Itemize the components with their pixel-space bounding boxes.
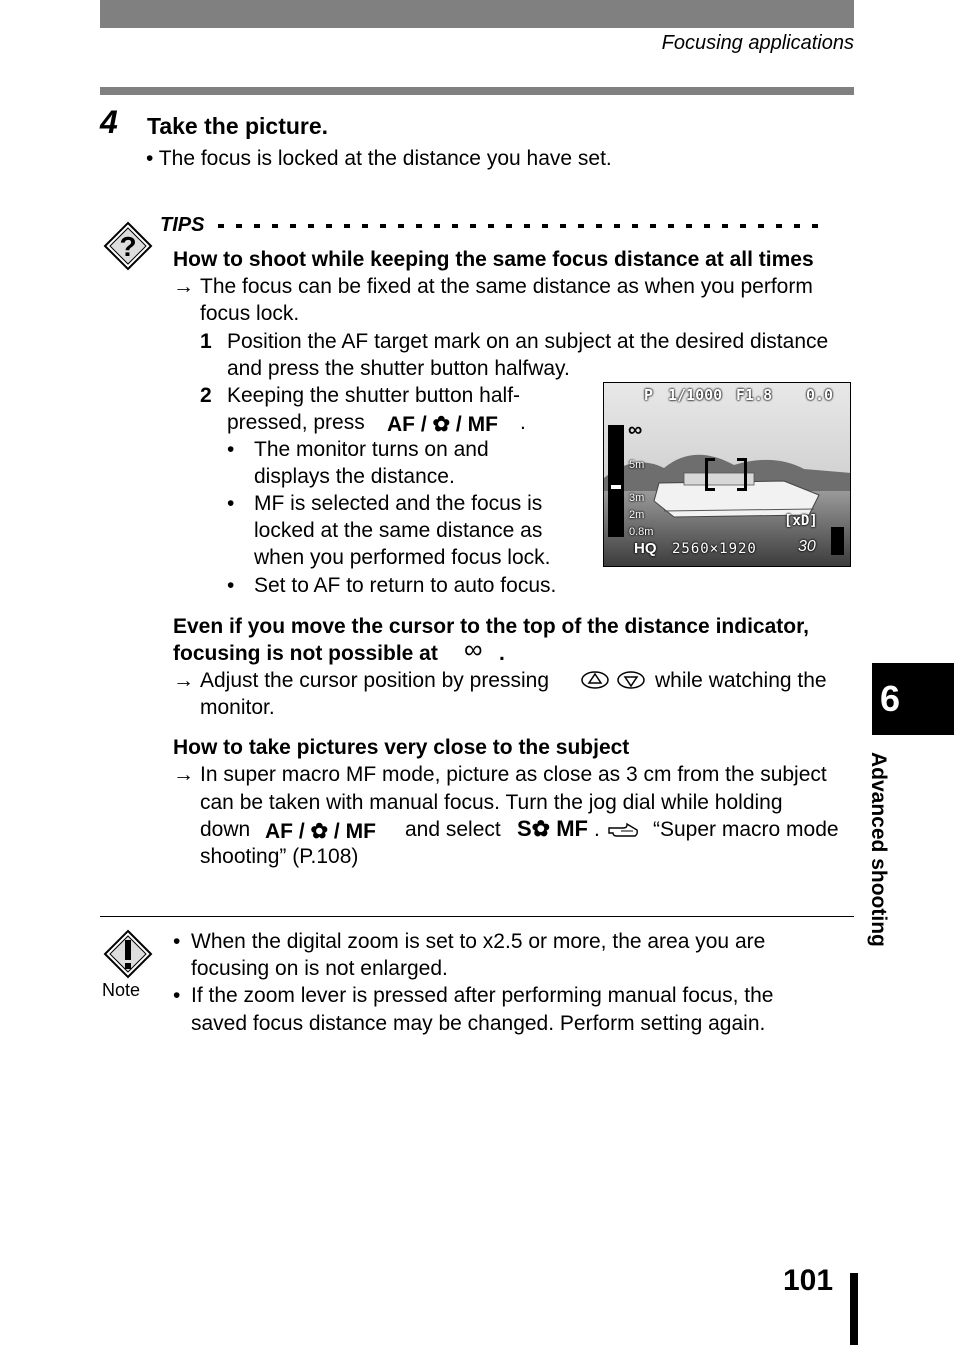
page-number: 101 [783, 1264, 834, 1297]
bullet-2-line3: when you performed focus lock. [254, 546, 551, 569]
infinity-icon: ∞ [464, 634, 483, 664]
bullet-dot: • [227, 574, 235, 597]
note-item-1-line1: When the digital zoom is set to x2.5 or more, the area you are [191, 930, 766, 953]
af-macro-mf-button-icon: AF / ✿ / MF [265, 820, 376, 843]
arrow-icon: → [173, 763, 194, 786]
lcd-exposure: 0.0 [806, 386, 834, 404]
tip2-heading-period: . [499, 642, 505, 665]
header-bar [100, 0, 854, 28]
tip3-line3b: and select [405, 818, 501, 841]
arrow-down-button-icon [616, 670, 646, 690]
distance-scale-bar [608, 425, 624, 537]
chapter-number: 6 [880, 678, 901, 719]
tip1-line2: focus lock. [200, 302, 300, 325]
note-item-2-line2: saved focus distance may be changed. Perform setting again. [191, 1012, 766, 1035]
substep-1-line1: Position the AF target mark on an subject at the desired distance [227, 330, 829, 353]
tip1-line1: The focus can be fixed at the same distance as when you perform [200, 275, 813, 298]
step-number: 4 [100, 104, 118, 140]
lcd-mode: P [644, 386, 654, 404]
bullet-dot: • [227, 492, 235, 515]
af-target-mark [705, 458, 747, 491]
substep-2-period: . [520, 411, 526, 434]
battery-bar [831, 527, 844, 555]
arrow-up-button-icon [580, 670, 610, 690]
tip3-line4: shooting” (P.108) [200, 845, 359, 868]
exclamation-icon [102, 928, 154, 980]
distance-cursor [611, 485, 621, 489]
bullet-2-line2: locked at the same distance as [254, 519, 543, 542]
scale-label: 2m [629, 509, 645, 521]
xd-card-icon: [xD] [784, 513, 818, 529]
note-item-2-line1: If the zoom lever is pressed after performing manual focus, the [191, 984, 774, 1007]
tip3-line3d: “Super macro mode [653, 818, 839, 841]
lcd-resolution: 2560×1920 [672, 541, 757, 557]
lcd-screen-image [603, 382, 851, 567]
bullet-3-line1: Set to AF to return to auto focus. [254, 574, 557, 597]
scale-label: 3m [629, 492, 645, 504]
section-separator [100, 916, 854, 917]
svg-text:?: ? [119, 231, 137, 262]
lcd-aperture: F1.8 [736, 386, 773, 404]
substep-2-line2: pressed, press [227, 411, 365, 434]
page-number-bar [850, 1273, 858, 1345]
lcd-shutter: 1/1000 [668, 386, 723, 404]
bullet-1-line2: displays the distance. [254, 465, 455, 488]
chapter-tab [872, 663, 954, 735]
tip3-period: . [594, 818, 600, 841]
step-title: Take the picture. [147, 113, 329, 139]
lcd-frames-remaining: 30 [798, 538, 816, 555]
bullet-dot: • [173, 984, 181, 1007]
super-macro-mf-icon: S✿ MF [517, 816, 588, 841]
tip2-heading-line2: focusing is not possible at [173, 642, 438, 665]
tip2-line1a: Adjust the cursor position by pressing [200, 669, 550, 692]
lcd-quality: HQ [634, 540, 657, 557]
note-item-1-line2: focusing on is not enlarged. [191, 957, 448, 980]
tip3-heading: How to take pictures very close to the subject [173, 736, 630, 759]
chapter-label: Advanced shooting [867, 752, 890, 947]
bullet-1-line1: The monitor turns on and [254, 438, 489, 461]
tip3-line2: can be taken with manual focus. Turn the jog dial while holding [200, 791, 783, 814]
page-reference-hand-icon [607, 820, 641, 840]
tip2-line1b: while watching the [655, 669, 827, 692]
bullet-dot: • [227, 438, 235, 461]
substep-2-line1: Keeping the shutter button half- [227, 384, 521, 407]
scale-label: 0.8m [629, 526, 654, 538]
arrow-icon: → [173, 669, 194, 692]
tip3-line3a: down [200, 818, 251, 841]
tips-dashed-line [218, 224, 826, 228]
substep-1-number: 1 [200, 330, 212, 353]
tip3-line1: In super macro MF mode, picture as close as 3 cm from the subject [200, 763, 827, 786]
af-macro-mf-button-icon: AF / ✿ / MF [387, 413, 498, 436]
section-title: Focusing applications [661, 32, 854, 54]
infinity-icon: ∞ [628, 419, 643, 441]
arrow-icon: → [173, 275, 194, 298]
header-rule [100, 87, 854, 95]
tips-label: TIPS [160, 214, 205, 236]
substep-2-number: 2 [200, 384, 212, 407]
scale-label: 5m [629, 459, 645, 471]
tip1-heading: How to shoot while keeping the same focus distance at all times [173, 248, 814, 271]
question-icon [102, 220, 154, 272]
step-bullet: • The focus is locked at the distance you have set. [146, 147, 612, 170]
substep-1-line2: and press the shutter button halfway. [227, 357, 570, 380]
tip2-heading-line1: Even if you move the cursor to the top of the distance indicator, [173, 615, 809, 638]
note-label: Note [102, 980, 141, 1000]
bullet-2-line1: MF is selected and the focus is [254, 492, 543, 515]
bullet-dot: • [173, 930, 181, 953]
tip2-line2: monitor. [200, 696, 275, 719]
